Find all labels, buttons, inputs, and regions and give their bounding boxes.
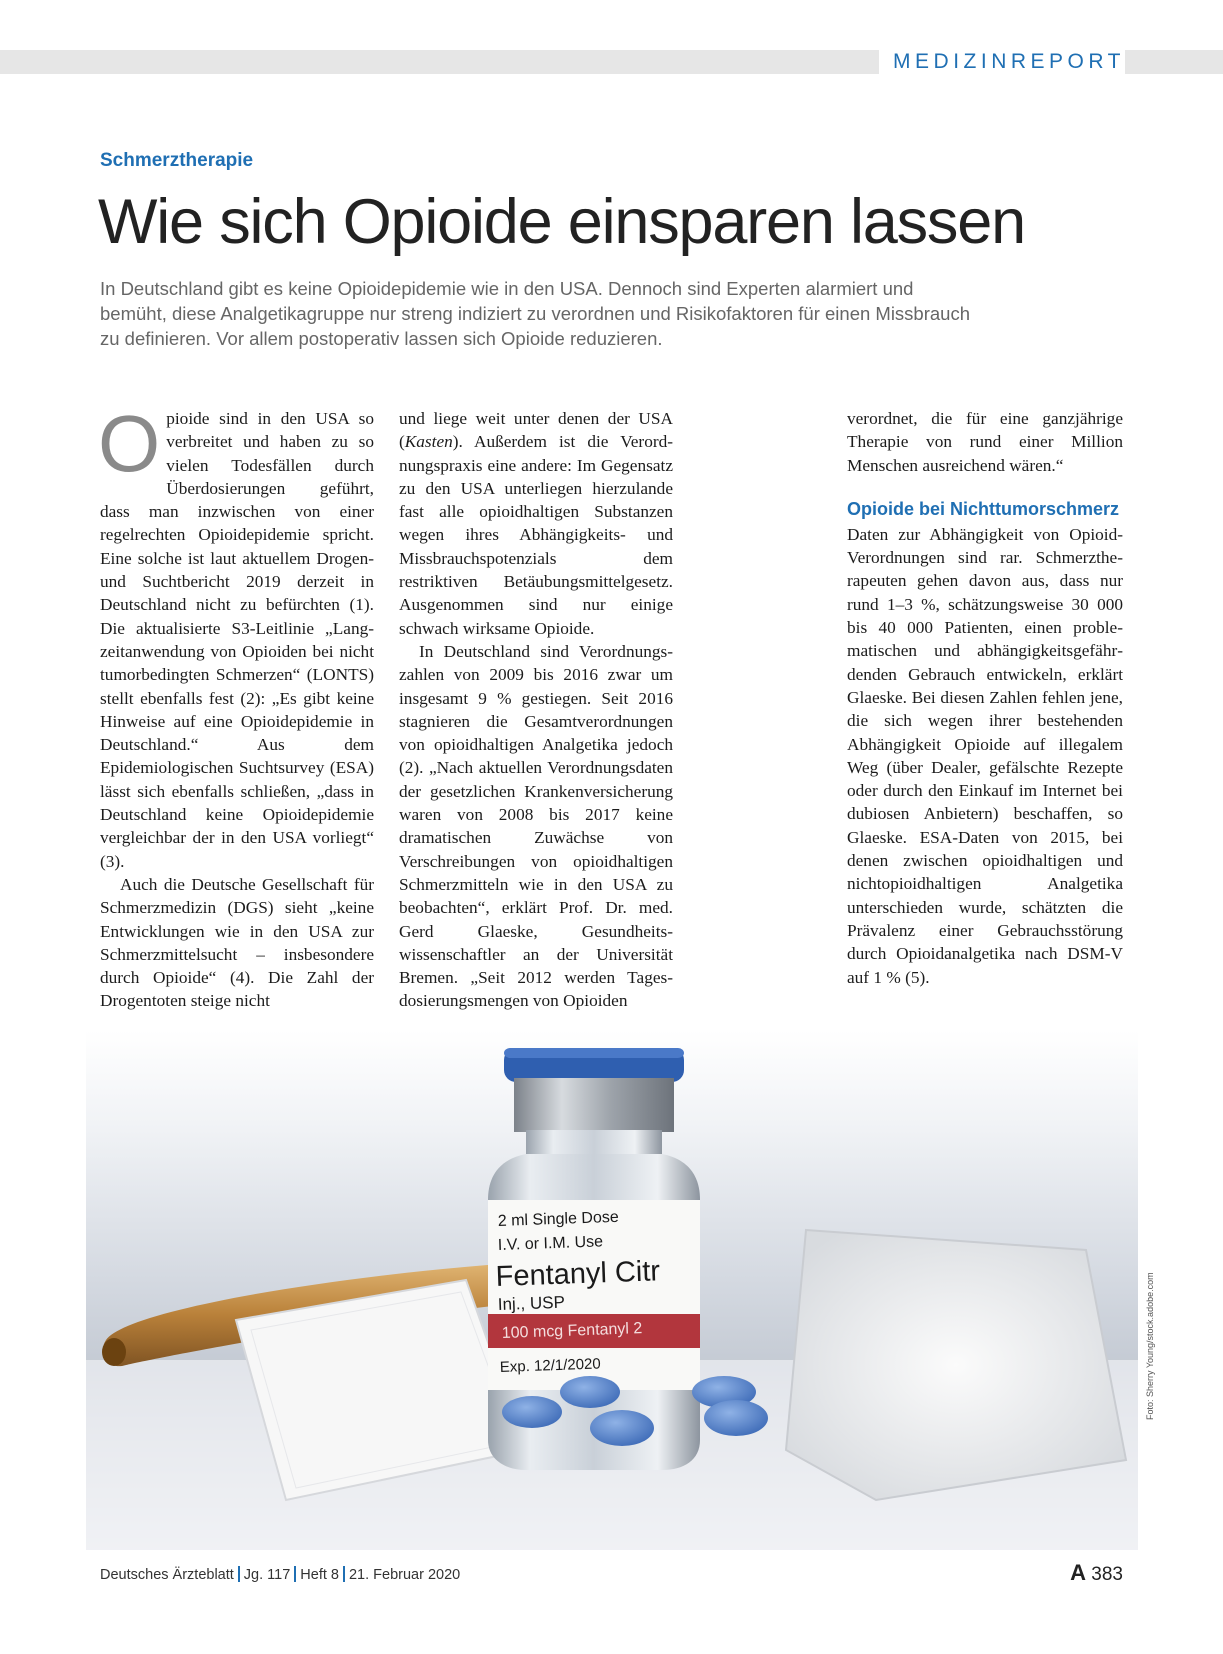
page-prefix: A [1070, 1560, 1087, 1585]
section-label: MEDIZINREPORT [879, 48, 1125, 76]
article-photo [86, 1030, 1138, 1550]
subheading: Opioide bei Nichttumorschmerz [847, 498, 1120, 519]
vial-label-drug: Fentanyl Citr [495, 1255, 661, 1293]
footer-separator [294, 1566, 296, 1582]
paragraph-text: pioide sind in den USA so verbreitet und haben zu so vielen Todesfällen durch Überdosierungen geführt, dass man inzwischen von einer regelrechten Opioidepidemie spricht. Eine solche ist laut aktuellem Drogen- und Suchtbericht 2019 derzeit in Deutschland nicht zu befürchten (1). Die aktualisierte S3-Leitlinie „Langzeitanwendung von Opioiden bei nicht tumorbedingten Schmerzen“ (LONTS) stellt ebenfalls fest (2): „Es gibt keine Hinweise auf eine Opioidepidemie in Deutschland.“ Aus dem Epidemiologischen Suchtsurvey (ESA) lässt sich ebenfalls schließen, „dass in Deutschland keine Opioidepidemie vergleichbar der in den USA vorliegt“ (3). [100, 409, 374, 871]
text-column-2 [399, 407, 673, 1013]
drop-cap: O [98, 399, 161, 488]
article-lead: In Deutschland gibt es keine Opioidepidemie wie in den USA. Dennoch sind Experten alarmiert und bemüht, diese Analgetikagruppe nur streng indiziert zu verordnen und Risikofaktoren für einen Missbrauch zu definieren. Vor allem postoperativ lassen sich Opioide reduzieren. [100, 278, 970, 349]
paragraph [399, 407, 673, 640]
paragraph: verordnet, die für eine ganzjährige Therapie von rund einer Million Menschen ausreichend wären.“ [847, 409, 1123, 475]
journal-name: Deutsches Ärzteblatt [100, 1567, 234, 1583]
journal-issue: Heft 8 [300, 1567, 339, 1583]
text-column-1 [98, 399, 374, 1013]
article-title: Wie sich Opioide einsparen lassen [98, 187, 1025, 257]
paragraph-text: und liege weit unter denen der USA ( [399, 409, 673, 452]
paragraph: In Deutschland sind Verordnungszahlen von 2009 bis 2016 zwar um insgesamt 9 % gestiegen. Seit 2016 stagnieren die Gesamtverordnungen von opioidhaltigen Analgetika jedoch (2). „Nach aktuellen Verordnungsdaten der gesetzlichen Krankenversicherung waren von 2008 bis 2017 keine dramatischen Zuwächse von Verschreibungen von opioidhaltigen Schmerzmitteln wie in den USA zu beobachten“, erklärt Prof. Dr. med. Gerd Glaeske, Gesundheitswissenschaftler an der Universität Bremen. „Seit 2012 werden Tagesdosierungsmengen von Opioiden [399, 641, 673, 1011]
footer [100, 1566, 460, 1583]
text-column-3 [847, 407, 1123, 989]
vial-label-form: Inj., USP [497, 1292, 566, 1314]
kasten-reference: Kasten [404, 432, 453, 452]
article-kicker: Schmerztherapie [100, 150, 254, 171]
vial-label-strength: 100 mcg Fentanyl 2 [501, 1320, 643, 1342]
page-number-value: 383 [1091, 1564, 1123, 1585]
paragraph-text: ). Außerdem ist die Verordnungspraxis eine andere: Im Gegensatz zu den USA unterliegen hierzulande fast alle opioidhaltigen Substanzen wegen ihres Abhängigkeits- und Missbrauchspotenzials dem restriktiven Betäubungsmittelgesetz. Ausgenommen sind nur einige schwach wirksame Opioide. [399, 432, 673, 638]
footer-separator [343, 1566, 345, 1582]
journal-volume: Jg. 117 [243, 1567, 291, 1583]
fentanyl-vial-illustration [86, 1030, 1138, 1550]
paragraph: Daten zur Abhängigkeit von Opioid-Verordnungen sind rar. Schmerztherapeuten gehen davon aus, dass nur rund 1–3 %, schätzungsweise 30 000 bis 40 000 Patienten, einen problematischen und abhängigkeitsgefährdenden Gebrauch entwickeln, erklärt Glaeske. Bei diesen Zahlen fehlen jene, die sich wegen ihrer bestehenden Abhängigkeit Opioide auf illegalem Weg (über Dealer, gefälschte Rezepte oder durch den Einkauf im Internet bei dubiosen Anbietern) beschaffen, so Glaeske. ESA-Daten von 2015, bei denen zwischen opioidhaltigen und nichtopioidhaltigen Analgetika unterschieden wurde, schätzten die Prävalenz einer Gebrauchsstörung durch Opioidanalgetika nach DSM-V auf 1 % (5). [847, 524, 1123, 987]
vial-label-route: I.V. or I.M. Use [497, 1233, 604, 1254]
footer-separator [238, 1566, 240, 1582]
paragraph: Auch die Deutsche Gesellschaft für Schmerzmedizin (DGS) sieht „keine Entwicklungen wie in den USA zur Schmerzmittelsucht – insbesondere durch Opioide“ (4). Die Zahl der Drogentoten steige nicht [100, 874, 374, 1011]
vial-label-dose: 2 ml Single Dose [497, 1208, 620, 1230]
journal-date: 21. Februar 2020 [348, 1567, 461, 1583]
vial-label-expiry: Exp. 12/1/2020 [499, 1355, 601, 1376]
page-number [1070, 1560, 1123, 1586]
photo-credit: Foto: Sherry Young/stock.adobe.com [1145, 1272, 1155, 1420]
paragraph [98, 399, 374, 873]
